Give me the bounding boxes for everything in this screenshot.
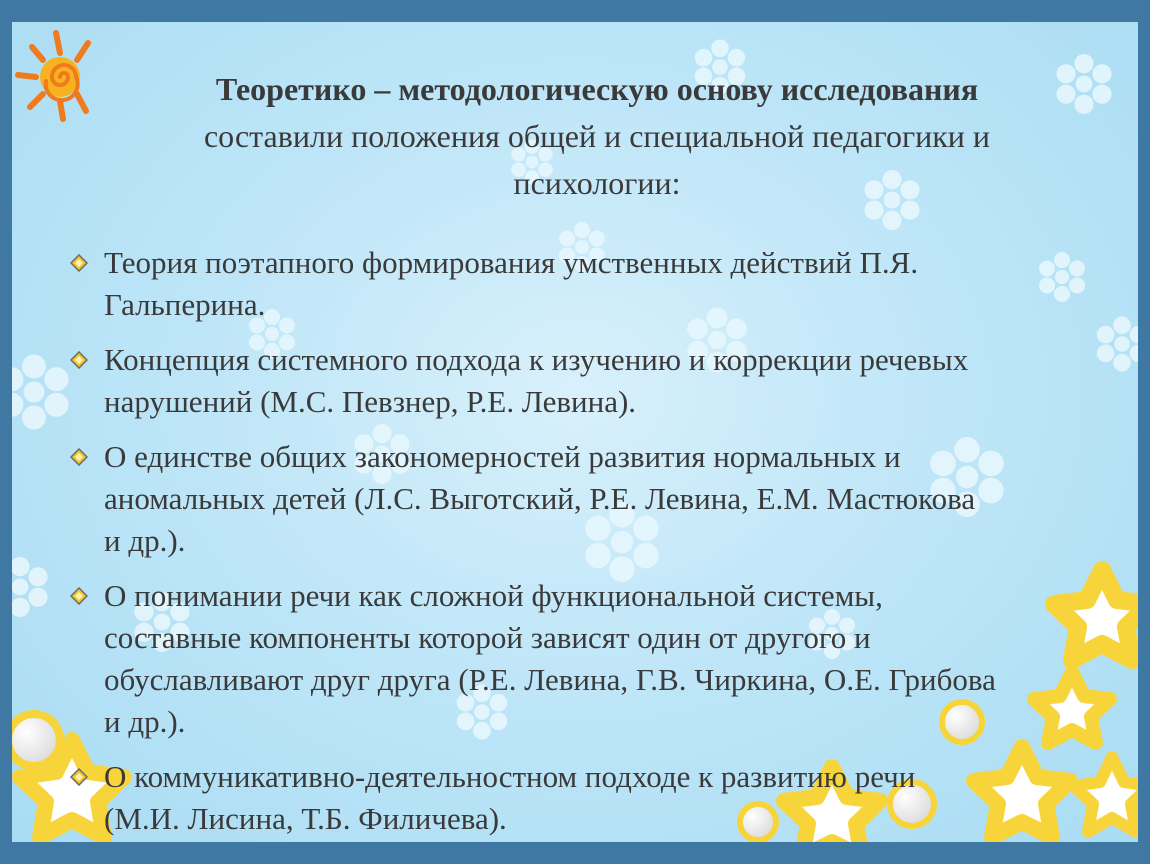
list-item	[70, 339, 1070, 423]
title-line-1: Теоретико – методологическую основу исследования	[215, 71, 979, 107]
list-item-line: и др.).	[104, 704, 186, 739]
list-item-line: Теория поэтапного формирования умственных действий П.Я.	[104, 245, 919, 280]
list-item-line: нарушений (М.С. Певзнер, Р.Е. Левина).	[104, 384, 637, 419]
list-item-line: (М.И. Лисина, Т.Б. Филичева).	[104, 801, 507, 836]
diamond-bullet-icon	[70, 351, 88, 369]
diamond-bullet-icon	[70, 254, 88, 272]
list-item-line: О коммуникативно-деятельностном подходе к развитию речи	[104, 759, 916, 794]
title-line-3: психологии:	[513, 165, 681, 201]
list-item-line: составные компоненты которой зависят один от другого и	[104, 620, 871, 655]
list-item-line: Концепция системного подхода к изучению и коррекции речевых	[104, 342, 969, 377]
list-item-line: Гальперина.	[104, 287, 266, 322]
list-item-line: О единстве общих закономерностей развития нормальных и	[104, 439, 901, 474]
list-item	[70, 756, 1070, 840]
list-item-line: аномальных детей (Л.С. Выготский, Р.Е. Левина, Е.М. Мастюкова	[104, 481, 976, 516]
diamond-bullet-icon	[70, 448, 88, 466]
diamond-bullet-icon	[70, 768, 88, 786]
list-item-line: обуславливают друг друга (Р.Е. Левина, Г.В. Чиркина, О.Е. Грибова	[104, 662, 996, 697]
list-item-line: и др.).	[104, 523, 186, 558]
bullet-list	[70, 242, 1070, 842]
title-line-2: составили положения общей и специальной педагогики и	[203, 118, 991, 154]
list-item	[70, 575, 1070, 743]
list-item	[70, 242, 1070, 326]
list-item-line: О понимании речи как сложной функциональной системы,	[104, 578, 883, 613]
diamond-bullet-icon	[70, 587, 88, 605]
slide-title	[102, 66, 1092, 207]
slide	[12, 22, 1138, 842]
sun-spiral-icon	[18, 33, 88, 119]
list-item	[70, 436, 1070, 562]
